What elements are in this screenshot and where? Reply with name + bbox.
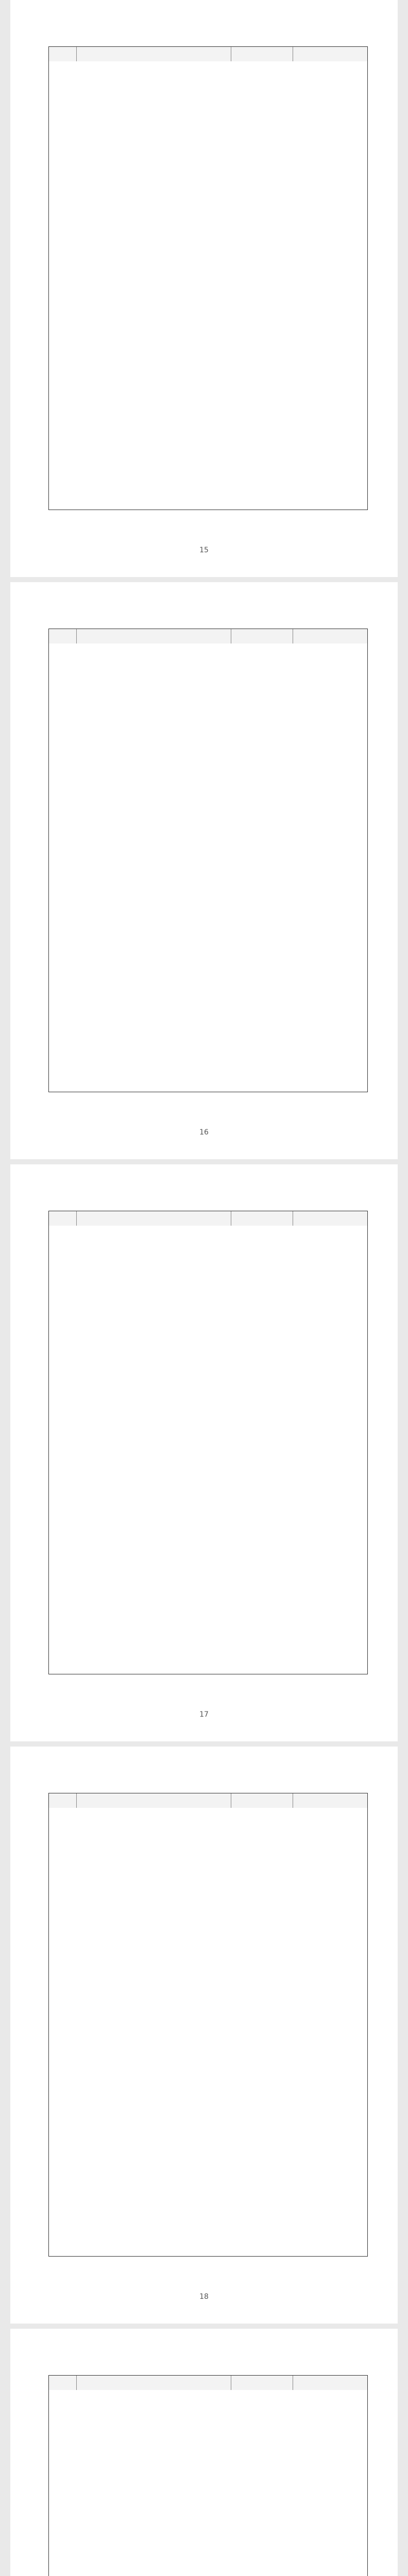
table-frame xyxy=(48,2375,368,2576)
table-frame xyxy=(48,1793,368,2257)
table-header-row xyxy=(49,1211,367,1226)
page-3 xyxy=(10,1164,398,1741)
page-number: 16 xyxy=(199,1128,209,1137)
table-header-row xyxy=(49,1793,367,1808)
page-number: 17 xyxy=(199,1710,209,1719)
page-2 xyxy=(10,582,398,1159)
page-number: 18 xyxy=(199,2293,209,2301)
page-1 xyxy=(10,0,398,577)
page-5 xyxy=(10,2329,398,2576)
table-header-row xyxy=(49,47,367,61)
page-number: 15 xyxy=(199,546,209,554)
table-frame xyxy=(48,46,368,510)
page-4 xyxy=(10,1747,398,2324)
table-frame xyxy=(48,629,368,1092)
table-header-row xyxy=(49,629,367,643)
table-frame xyxy=(48,1211,368,1674)
table-header-row xyxy=(49,2376,367,2390)
